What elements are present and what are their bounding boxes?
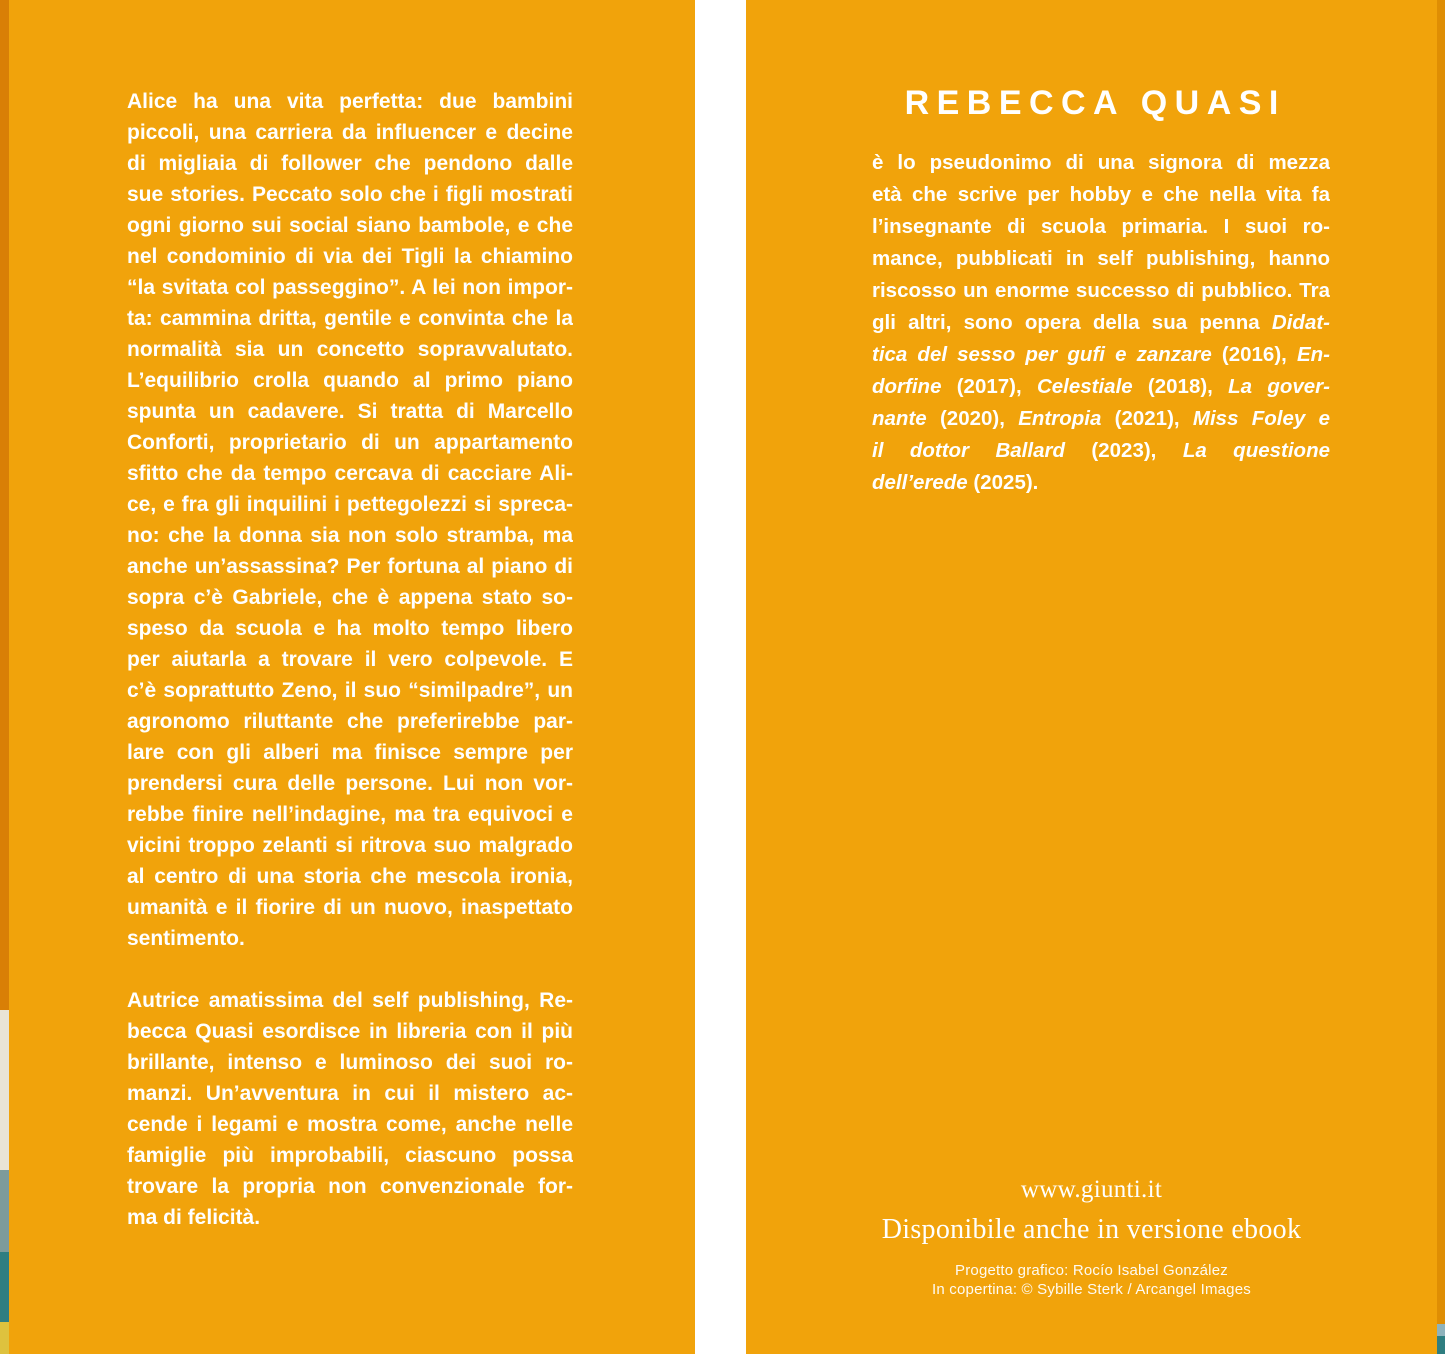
text-line: piccoli, una carriera da influencer e decine xyxy=(127,121,573,144)
text-line: ta: cammina dritta, gentile e convinta che la xyxy=(127,307,573,330)
text-line: normalità sia un concetto sopravvalutato. xyxy=(127,338,573,361)
text-line: agronomo riluttante che preferirebbe par- xyxy=(127,710,573,733)
text-line: il dottor Ballard (2023), La questione xyxy=(872,439,1330,462)
text-line: trovare la propria non convenzionale for- xyxy=(127,1175,573,1198)
text-line: c’è soprattutto Zeno, il suo “similpadre”, un xyxy=(127,679,573,702)
text-line: spunta un cadavere. Si tratta di Marcello xyxy=(127,400,573,423)
text-line: sue stories. Peccato solo che i figli mostrati xyxy=(127,183,573,206)
text-line: famiglie più improbabili, ciascuno possa xyxy=(127,1144,573,1167)
text-line: cende i legami e mostra come, anche nelle xyxy=(127,1113,573,1136)
text-line: è lo pseudonimo di una signora di mezza xyxy=(872,151,1330,174)
credit-graphic-design: Progetto grafico: Rocío Isabel González xyxy=(955,1262,1228,1279)
text-line: ce, e fra gli inquilini i pettegolezzi si spreca- xyxy=(127,493,573,516)
text-line: sfitto che da tempo cercava di cacciare Ali- xyxy=(127,462,573,485)
text-line: brillante, intenso e luminoso dei suoi ro- xyxy=(127,1051,573,1074)
text-line: tica del sesso per gufi e zanzare (2016), En- xyxy=(872,343,1330,366)
author-bio xyxy=(872,147,1330,499)
text-line: rebbe finire nell’indagine, ma tra equivoci e xyxy=(127,803,573,826)
front-flap xyxy=(9,0,695,1354)
credit-cover-image: In copertina: © Sybille Sterk / Arcangel Images xyxy=(932,1280,1251,1298)
text-line: anche un’assassina? Per fortuna al piano di xyxy=(127,555,573,578)
text-line: manzi. Un’avventura in cui il mistero ac- xyxy=(127,1082,573,1105)
text-line: “la svitata col passeggino”. A lei non impor- xyxy=(127,276,573,299)
text-line: al centro di una storia che mescola ironia, xyxy=(127,865,573,888)
text-line: lare con gli alberi ma finisce sempre per xyxy=(127,741,573,764)
text-line: gli altri, sono opera della sua penna Didat- xyxy=(872,311,1330,334)
cover-photo-edge-right xyxy=(1437,0,1445,1354)
text-line: di migliaia di follower che pendono dalle xyxy=(127,152,573,175)
text-line: Conforti, proprietario di un appartamento xyxy=(127,431,573,454)
text-line: prendersi cura delle persone. Lui non vor- xyxy=(127,772,573,795)
text-line: età che scrive per hobby e che nella vita fa xyxy=(872,183,1330,206)
synopsis-paragraph-2 xyxy=(127,985,573,1233)
text-line: l’insegnante di scuola primaria. I suoi ro- xyxy=(872,215,1330,238)
back-flap xyxy=(746,0,1437,1354)
publisher-website: www.giunti.it xyxy=(1020,1176,1163,1203)
text-line: ogni giorno sui social siano bambole, e che xyxy=(127,214,573,237)
text-line: sentimento. xyxy=(127,927,245,950)
text-line: becca Quasi esordisce in libreria con il più xyxy=(127,1020,573,1043)
text-line: riscosso un enorme successo di pubblico. Tra xyxy=(872,279,1330,302)
text-line: dell’erede (2025). xyxy=(872,471,1039,494)
text-line: Alice ha una vita perfetta: due bambini xyxy=(127,90,573,113)
synopsis-text xyxy=(127,86,573,1233)
text-line: per aiutarla a trovare il vero colpevole. E xyxy=(127,648,573,671)
credits-block xyxy=(746,1262,1437,1299)
ebook-availability-note: Disponibile anche in versione ebook xyxy=(881,1214,1302,1245)
text-line: L’equilibrio crolla quando al primo piano xyxy=(127,369,573,392)
text-line: Autrice amatissima del self publishing, Re- xyxy=(127,989,573,1012)
text-line: dorfine (2017), Celestiale (2018), La gover- xyxy=(872,375,1330,398)
text-line: speso da scuola e ha molto tempo libero xyxy=(127,617,573,640)
text-line: vicini troppo zelanti si ritrova suo malgrado xyxy=(127,834,573,857)
text-line: mance, pubblicati in self publishing, hanno xyxy=(872,247,1330,270)
text-line: umanità e il fiorire di un nuovo, inaspettato xyxy=(127,896,573,919)
text-line: nante (2020), Entropia (2021), Miss Foley e xyxy=(872,407,1330,430)
text-line: no: che la donna sia non solo stramba, ma xyxy=(127,524,573,547)
synopsis-paragraph-1 xyxy=(127,86,573,954)
cover-photo-edge-left xyxy=(0,0,9,1354)
spine-gap xyxy=(695,0,746,1354)
author-name: REBECCA QUASI xyxy=(904,84,1286,122)
text-line: ma di felicità. xyxy=(127,1206,261,1229)
text-line: nel condominio di via dei Tigli la chiamino xyxy=(127,245,573,268)
text-line: sopra c’è Gabriele, che è appena stato so- xyxy=(127,586,573,609)
